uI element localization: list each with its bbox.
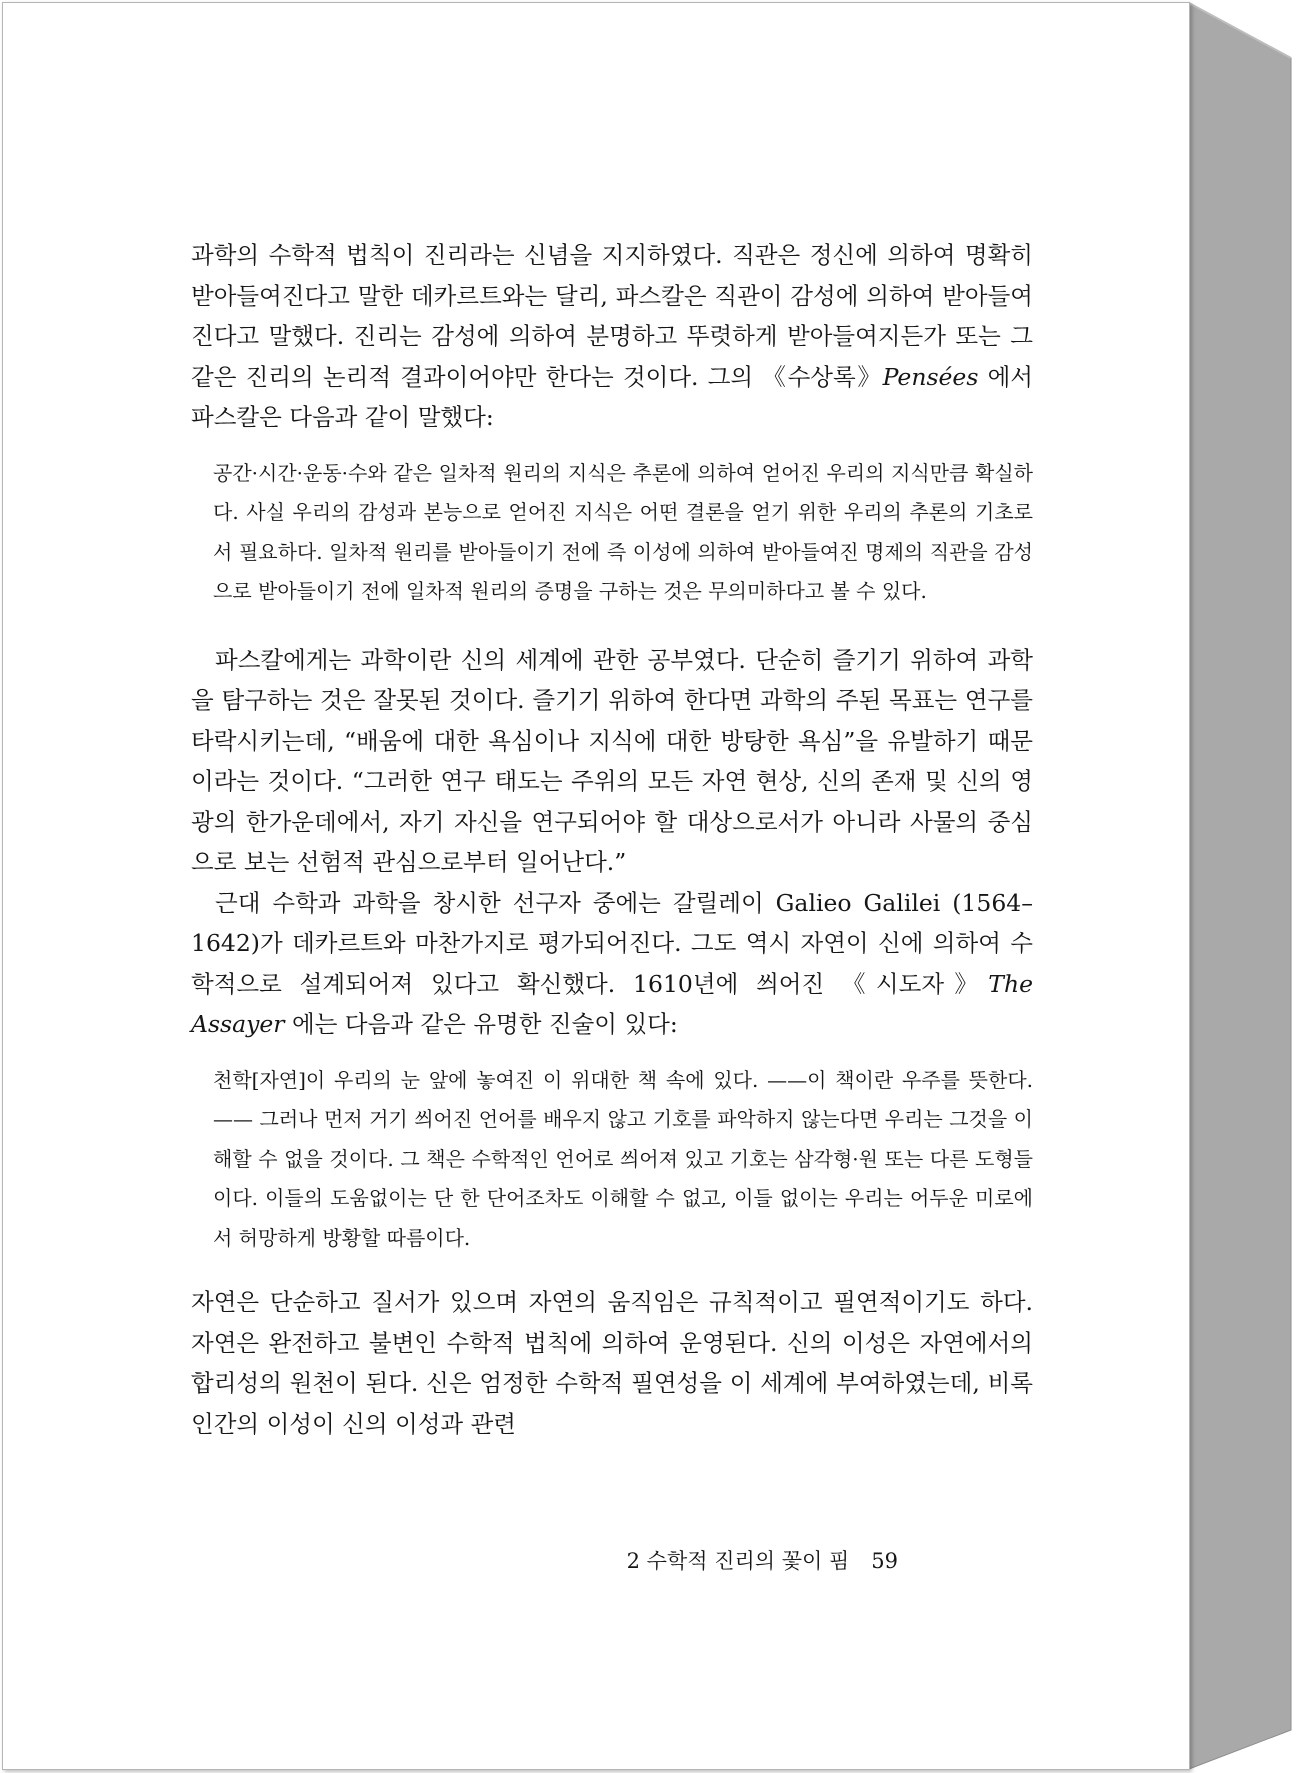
book-page — [2, 2, 1190, 1770]
paragraph-galileo: 근대 수학과 과학을 창시한 선구자 중에는 갈릴레이 Galieo Galilei (1564–1642)가 데카르트와 마찬가지로 평가되어진다. 그도 역시 자연이 신에 의하여 수학적으로 설계되어져 있다고 확신했다. 1610년에 씌어진 《시도자》The Assayer 에는 다음과 같은 유명한 진술이 있다: — [191, 888, 1033, 1038]
quote-pascal: 공간·시간·운동·수와 같은 일차적 원리의 지식은 추론에 의하여 얻어진 우리의 지식만큼 확실하다. 사실 우리의 감성과 본능으로 얻어진 지식은 어떤 결론을 얻기 위한 우리의 추론의 기초로서 필요하다. 일차적 원리를 받아들이기 전에 즉 이성에 의하여 받아들여진 명제의 직관을 감성으로 받아들이기 전에 일차적 원리의 증명을 구하는 것은 무의미하다고 볼 수 있다. — [213, 460, 1033, 603]
running-title: 2 수학적 진리의 꽃이 핌 — [626, 1549, 850, 1573]
pensees-title: Pensées — [882, 362, 979, 391]
page-footer — [627, 1545, 898, 1575]
paragraph-pascal-intro: 과학의 수학적 법칙이 진리라는 신념을 지지하였다. 직관은 정신에 의하여 명확히 받아들여진다고 말한 데카르트와는 달리, 파스칼은 직관이 감성에 의하여 받아들여진다고 말했다. 진리는 감성에 의하여 분명하고 뚜렷하게 받아들여지든가 또는 그같은 진리의 논리적 결과이어야만 한다는 것이다. 그의 《수상록》Pensées 에서 파스칼은 다음과 같이 말했다: — [191, 241, 1033, 431]
quote-galileo: 천학[자연]이 우리의 눈 앞에 놓여진 이 위대한 책 속에 있다. ——이 책이란 우주를 뜻한다.—— 그러나 먼저 거기 씌어진 언어를 배우지 않고 기호를 파악하지 않는다면 우리는 그것을 이해할 수 없을 것이다. 그 책은 수학적인 언어로 씌어져 있고 기호는 삼각형·원 또는 다른 도형들이다. 이들의 도움없이는 단 한 단어조차도 이해할 수 없고, 이들 없이는 우리는 어두운 미로에서 허망하게 방황할 따름이다. — [213, 1067, 1033, 1250]
page-text-block — [191, 235, 1033, 1444]
page-number: 59 — [871, 1549, 898, 1573]
assayer-title: The Assayer — [191, 969, 1033, 1038]
paragraph-pascal-science: 파스칼에게는 과학이란 신의 세계에 관한 공부였다. 단순히 즐기기 위하여 과학을 탐구하는 것은 잘못된 것이다. 즐기기 위하여 한다면 과학의 주된 목표는 연구를 타락시키는데, “배움에 대한 욕심이나 지식에 대한 방탕한 욕심”을 유발하기 때문이라는 것이다. “그러한 연구 태도는 주위의 모든 자연 현상, 신의 존재 및 신의 영광의 한가운데에서, 자기 자신을 연구되어야 할 대상으로서가 아니라 사물의 중심으로 보는 선험적 관심으로부터 일어난다.” — [191, 645, 1033, 876]
paragraph-nature: 자연은 단순하고 질서가 있으며 자연의 움직임은 규칙적이고 필연적이기도 하다. 자연은 완전하고 불변인 수학적 법칙에 의하여 운영된다. 신의 이성은 자연에서의 합리성의 원천이 된다. 신은 엄정한 수학적 필연성을 이 세계에 부여하였는데, 비록 인간의 이성이 신의 이성과 관련 — [191, 1288, 1033, 1438]
